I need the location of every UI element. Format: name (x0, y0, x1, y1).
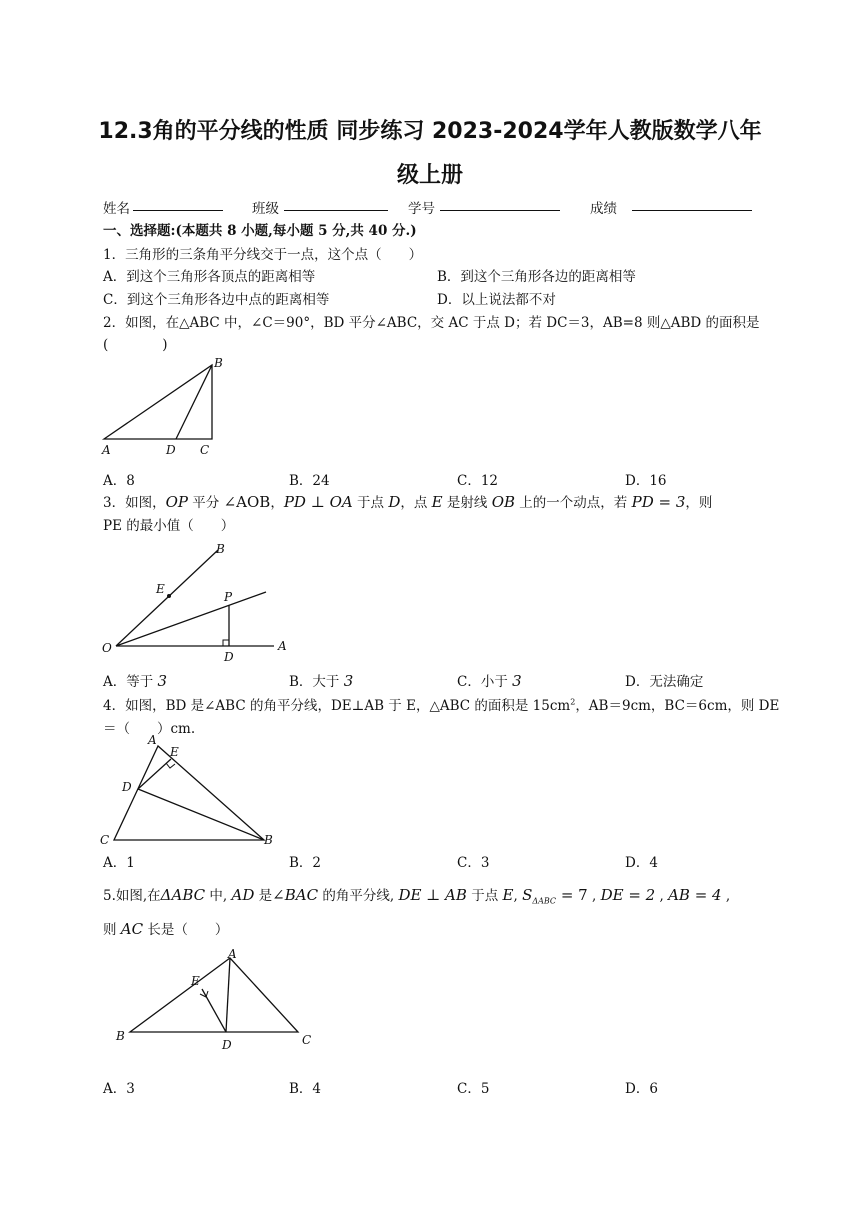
q3-option-b-value: 3 (343, 672, 354, 690)
q5-triangle-figure (110, 946, 325, 1056)
q3-math-aob: ∠AOB (223, 493, 271, 511)
q5-label-a: A (228, 947, 237, 961)
q5-math-s-sub: ΔABC (532, 896, 557, 906)
q4-label-c: C (100, 833, 110, 847)
doc-title-line2: 级上册 (396, 163, 463, 188)
q5-text-7: , (587, 888, 601, 904)
q2-option-c[interactable]: C．12 (457, 473, 499, 489)
q5-label-b: B (116, 1029, 125, 1043)
q2-label-c: C (200, 443, 210, 457)
q3-math-e: E (431, 493, 443, 511)
score-label: 成绩 (590, 201, 617, 217)
q3-option-a-text: A．等于 (103, 674, 158, 690)
q3-text-6: 是射线 (442, 495, 492, 511)
class-field[interactable] (284, 196, 388, 211)
q4-triangle-figure (98, 732, 283, 847)
q5-label-c: C (302, 1033, 312, 1047)
q1-option-d[interactable]: D．以上说法都不对 (437, 292, 556, 308)
q5-label-e: E (191, 974, 200, 988)
q4-label-a: A (148, 733, 157, 747)
q5-math-s-val: = 7 (556, 886, 588, 904)
q5-math-ad: AD (231, 886, 255, 904)
q5-label-d: D (222, 1038, 232, 1052)
q5-math-ab4: AB = 4 (668, 886, 722, 904)
q5-stem-line1 (103, 884, 730, 906)
q3-label-b: B (216, 542, 225, 556)
q5-math-e: E (502, 886, 514, 904)
q3-math-d: D (388, 493, 401, 511)
q3-label-o: O (102, 641, 112, 655)
q3-option-b-text: B．大于 (289, 674, 344, 690)
name-field[interactable] (133, 196, 223, 211)
q4-label-b: B (264, 833, 273, 847)
q1-option-b[interactable]: B．到这个三角形各边的距离相等 (437, 269, 636, 285)
q4-option-a[interactable]: A．1 (103, 855, 135, 871)
q3-option-c-text: C．小于 (457, 674, 513, 690)
q3-text-4: 于点 (352, 495, 389, 511)
score-field[interactable] (632, 196, 752, 211)
q3-text-5: ，点 (400, 495, 432, 511)
q2-stem-line1: 2．如图，在△ABC 中，∠C＝90°，BD 平分∠ABC，交 AC 于点 D；若 DC＝3，AB=8 则△ABD 的面积是 (103, 315, 760, 331)
q5-text-4: 的角平分线, (318, 888, 399, 904)
q4-stem-text-a: 4．如图，BD 是∠ABC 的角平分线，DE⊥AB 于 E，△ABC 的面积是 15cm (103, 698, 571, 714)
q3-text-2: 平分 (187, 495, 224, 511)
section-heading: 一、选择题:(本题共 8 小题,每小题 5 分,共 40 分.) (103, 223, 417, 239)
q5-text-6: , (513, 888, 523, 904)
q1-option-c[interactable]: C．到这个三角形各边中点的距离相等 (103, 292, 330, 308)
q5-math-triangle: ΔABC (160, 886, 206, 904)
q3-angle-figure (100, 540, 300, 665)
q4-label-d: D (122, 780, 132, 794)
q5-text-5: 于点 (466, 888, 503, 904)
q5-math-de-perp-ab: DE ⊥ AB (398, 886, 467, 904)
name-label: 姓名 (103, 201, 130, 217)
q5-option-b[interactable]: B．4 (289, 1081, 322, 1097)
q3-label-a: A (278, 639, 287, 653)
q3-option-a[interactable] (103, 670, 167, 690)
q5-option-d[interactable]: D．6 (625, 1081, 658, 1097)
q2-option-d[interactable]: D．16 (625, 473, 667, 489)
q3-label-e: E (156, 582, 165, 596)
q3-option-d[interactable] (625, 670, 703, 690)
q3-text-1: 3．如图， (103, 495, 166, 511)
q4-stem-line1 (103, 694, 779, 714)
q4-option-c[interactable]: C．3 (457, 855, 490, 871)
q3-option-c-value: 3 (512, 672, 522, 690)
q2-label-d: D (166, 443, 176, 457)
q3-text-8: ，则 (685, 495, 713, 511)
q5-math-bac: ∠BAC (272, 886, 319, 904)
q5-text-9: , (721, 888, 731, 904)
q3-label-d: D (224, 650, 234, 664)
doc-title-line1: 12.3角的平分线的性质 同步练习 2023-2024学年人教版数学八年 (98, 119, 762, 144)
number-field[interactable] (440, 196, 560, 211)
class-label: 班级 (252, 201, 279, 217)
q5-stem-line2 (103, 918, 228, 938)
q5-text-2: 中, (205, 888, 232, 904)
q3-stem-line1 (103, 491, 712, 511)
q3-text-3: ， (270, 495, 284, 511)
q5-line2-text-2: 长是（ ） (143, 922, 229, 938)
q3-math-op: OP (165, 493, 188, 511)
number-label: 学号 (408, 201, 435, 217)
q3-label-p: P (224, 590, 233, 604)
q4-option-d[interactable]: D．4 (625, 855, 658, 871)
q2-label-b: B (214, 356, 223, 370)
q5-math-s: S (522, 886, 533, 904)
q3-option-a-value: 3 (157, 672, 168, 690)
q5-math-ac: AC (120, 920, 144, 938)
q4-superscript: 2 (570, 697, 576, 707)
q4-stem-text-b: ，AB＝9cm，BC＝6cm，则 DE (575, 698, 780, 714)
q2-triangle-figure (100, 355, 240, 460)
q4-label-e: E (170, 745, 179, 759)
q5-text-8: , (655, 888, 669, 904)
q1-option-a[interactable]: A．到这个三角形各顶点的距离相等 (103, 269, 316, 285)
q2-label-a: A (102, 443, 111, 457)
q3-math-pd-perp: PD ⊥ OA (283, 493, 353, 511)
q3-option-c[interactable] (457, 670, 522, 690)
q2-option-a[interactable]: A．8 (103, 473, 135, 489)
q1-stem: 1．三角形的三条角平分线交于一点，这个点（ ） (103, 247, 423, 263)
q3-text-7: 上的一个动点，若 (515, 495, 632, 511)
q2-stem-line2: ( ) (103, 337, 168, 353)
q4-stem-line2: ＝（ ）cm. (103, 721, 196, 737)
q5-option-c[interactable]: C．5 (457, 1081, 490, 1097)
q5-text-3: 是 (254, 888, 273, 904)
q3-stem-line2: PE 的最小值（ ） (103, 518, 235, 534)
q3-math-pd3: PD = 3 (631, 493, 686, 511)
q2-option-b[interactable]: B．24 (289, 473, 330, 489)
q3-option-b[interactable] (289, 670, 353, 690)
q5-math-de2: DE = 2 (600, 886, 656, 904)
q5-line2-text-1: 则 (103, 922, 121, 938)
q3-math-ob: OB (491, 493, 516, 511)
q5-text-1: 5.如图,在 (103, 888, 161, 904)
q4-option-b[interactable]: B．2 (289, 855, 322, 871)
q3-option-d-text: D．无法确定 (625, 674, 704, 690)
q5-option-a[interactable]: A．3 (103, 1081, 135, 1097)
